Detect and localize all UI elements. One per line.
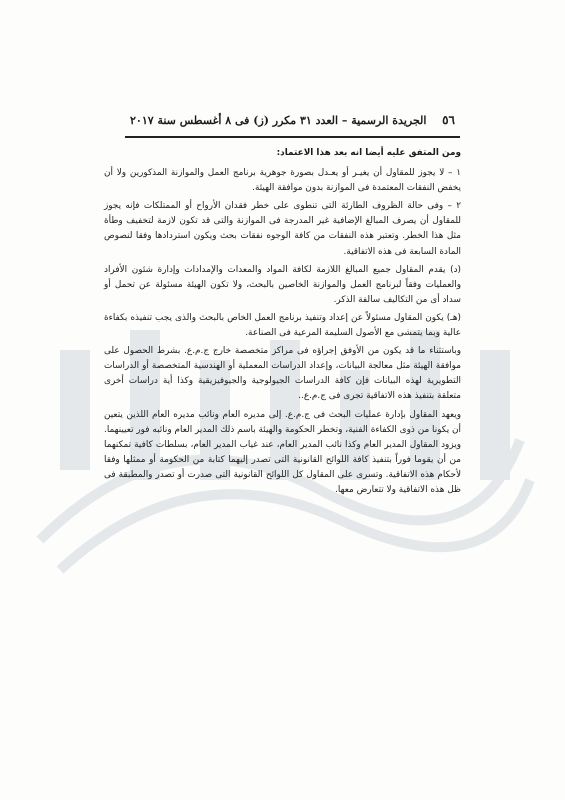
paragraph-management: ويعهد المقاول بإدارة عمليات البحث فى ج.م.ع. إلى مديره العام ونائب مديره العام اللذين يتعين أن يكونا من ذوى الكفاءة الفنية، وتخطر الحكومة والهيئة باسم ذلك المدير العام ونائبه فور تعيينهما. ويزود المقاول المدير العام وكذا نائب المدير العام، عند غياب المدير العام، بسلطات كافية تمكنهما من أن يقوما فوراً بتنفيذ كافة اللوائح القانونية التى تصدر إليهما كتابة من الحكومة أو ممثلها وفقا لأحكام هذه الاتفاقية. وتسرى على المقاول كل اللوائح القانونية التى صدرت أو تصدر والمطبقة فى ظل هذه الاتفاقية ولا تتعارض معها. <box>104 409 461 495</box>
gazette-header-title: الجريدة الرسمية – العدد ٣١ مكرر (ز) فى ٨ أغسطس سنة ٢٠١٧ <box>130 113 427 127</box>
paragraph-studies: وباستثناء ما قد يكون من الأوفق إجراؤه فى مراكز متخصصة خارج ج.م.ع. بشرط الحصول على موافقة الهيئة مثل معالجة البيانات، وإعداد الدراسات المعملية أو الهندسية المتخصصة أو الدراسات التطويرية لهذه البيانات فإن كافة الدراسات الجيولوجية والجيوفيزيقية وكذا أية دراسات أخرى متعلقة بتنفيذ هذه الاتفاقية تجرى فى ج.م.ع.. <box>104 346 461 402</box>
page-number: ٥٦ <box>442 113 455 127</box>
paragraph-h: (هـ) يكون المقاول مسئولاً عن إعداد وتنفيذ برنامج العمل الخاص بالبحث والذى يجب تنفيذه بكفاءة عالية وبما يتمشى مع الأصول السليمة المرعية فى الصناعة. <box>104 312 461 339</box>
paragraph-item-2: ٢ – وفى حالة الظروف الطارئة التى تنطوى على خطر فقدان الأرواح أو الممتلكات فإنه يجوز للمقاول أن يصرف المبالغ الإضافية غير المدرجة فى الموازنة والتى قد تكون لازمة لتخفيف وطأة مثل هذا الخطر. وتعتبر هذه النفقات من كافة الوجوه نفقات بحث ويكون استردادها وفقا لنصوص المادة السابعة فى هذه الاتفاقية. <box>104 201 461 257</box>
section-intro: ومن المتفق عليه أيضا انه بعد هذا الاعتماد: <box>276 148 461 158</box>
paragraph-d: (د) يقدم المقاول جميع المبالغ اللازمة لكافة المواد والمعدات والإمدادات وإدارة شئون الأفراد والعمليات وفقاً لبرنامج العمل والموازنة الخاصين بالبحث، ولا تكون الهيئة مسئولة عن تحمل أو سداد أى من التكاليف سالفة الذكر. <box>104 264 461 305</box>
page-header <box>130 112 455 128</box>
document-body <box>104 146 461 501</box>
header-divider <box>125 136 460 138</box>
paragraph-item-1: ١ – لا يجوز للمقاول أن يغيـر أو يعـدل بصورة جوهرية برنامج العمل والموازنة المذكورين ولا أن يخفض النفقات المعتمدة فى الموازنة بدون موافقة الهيئة. <box>104 168 461 194</box>
